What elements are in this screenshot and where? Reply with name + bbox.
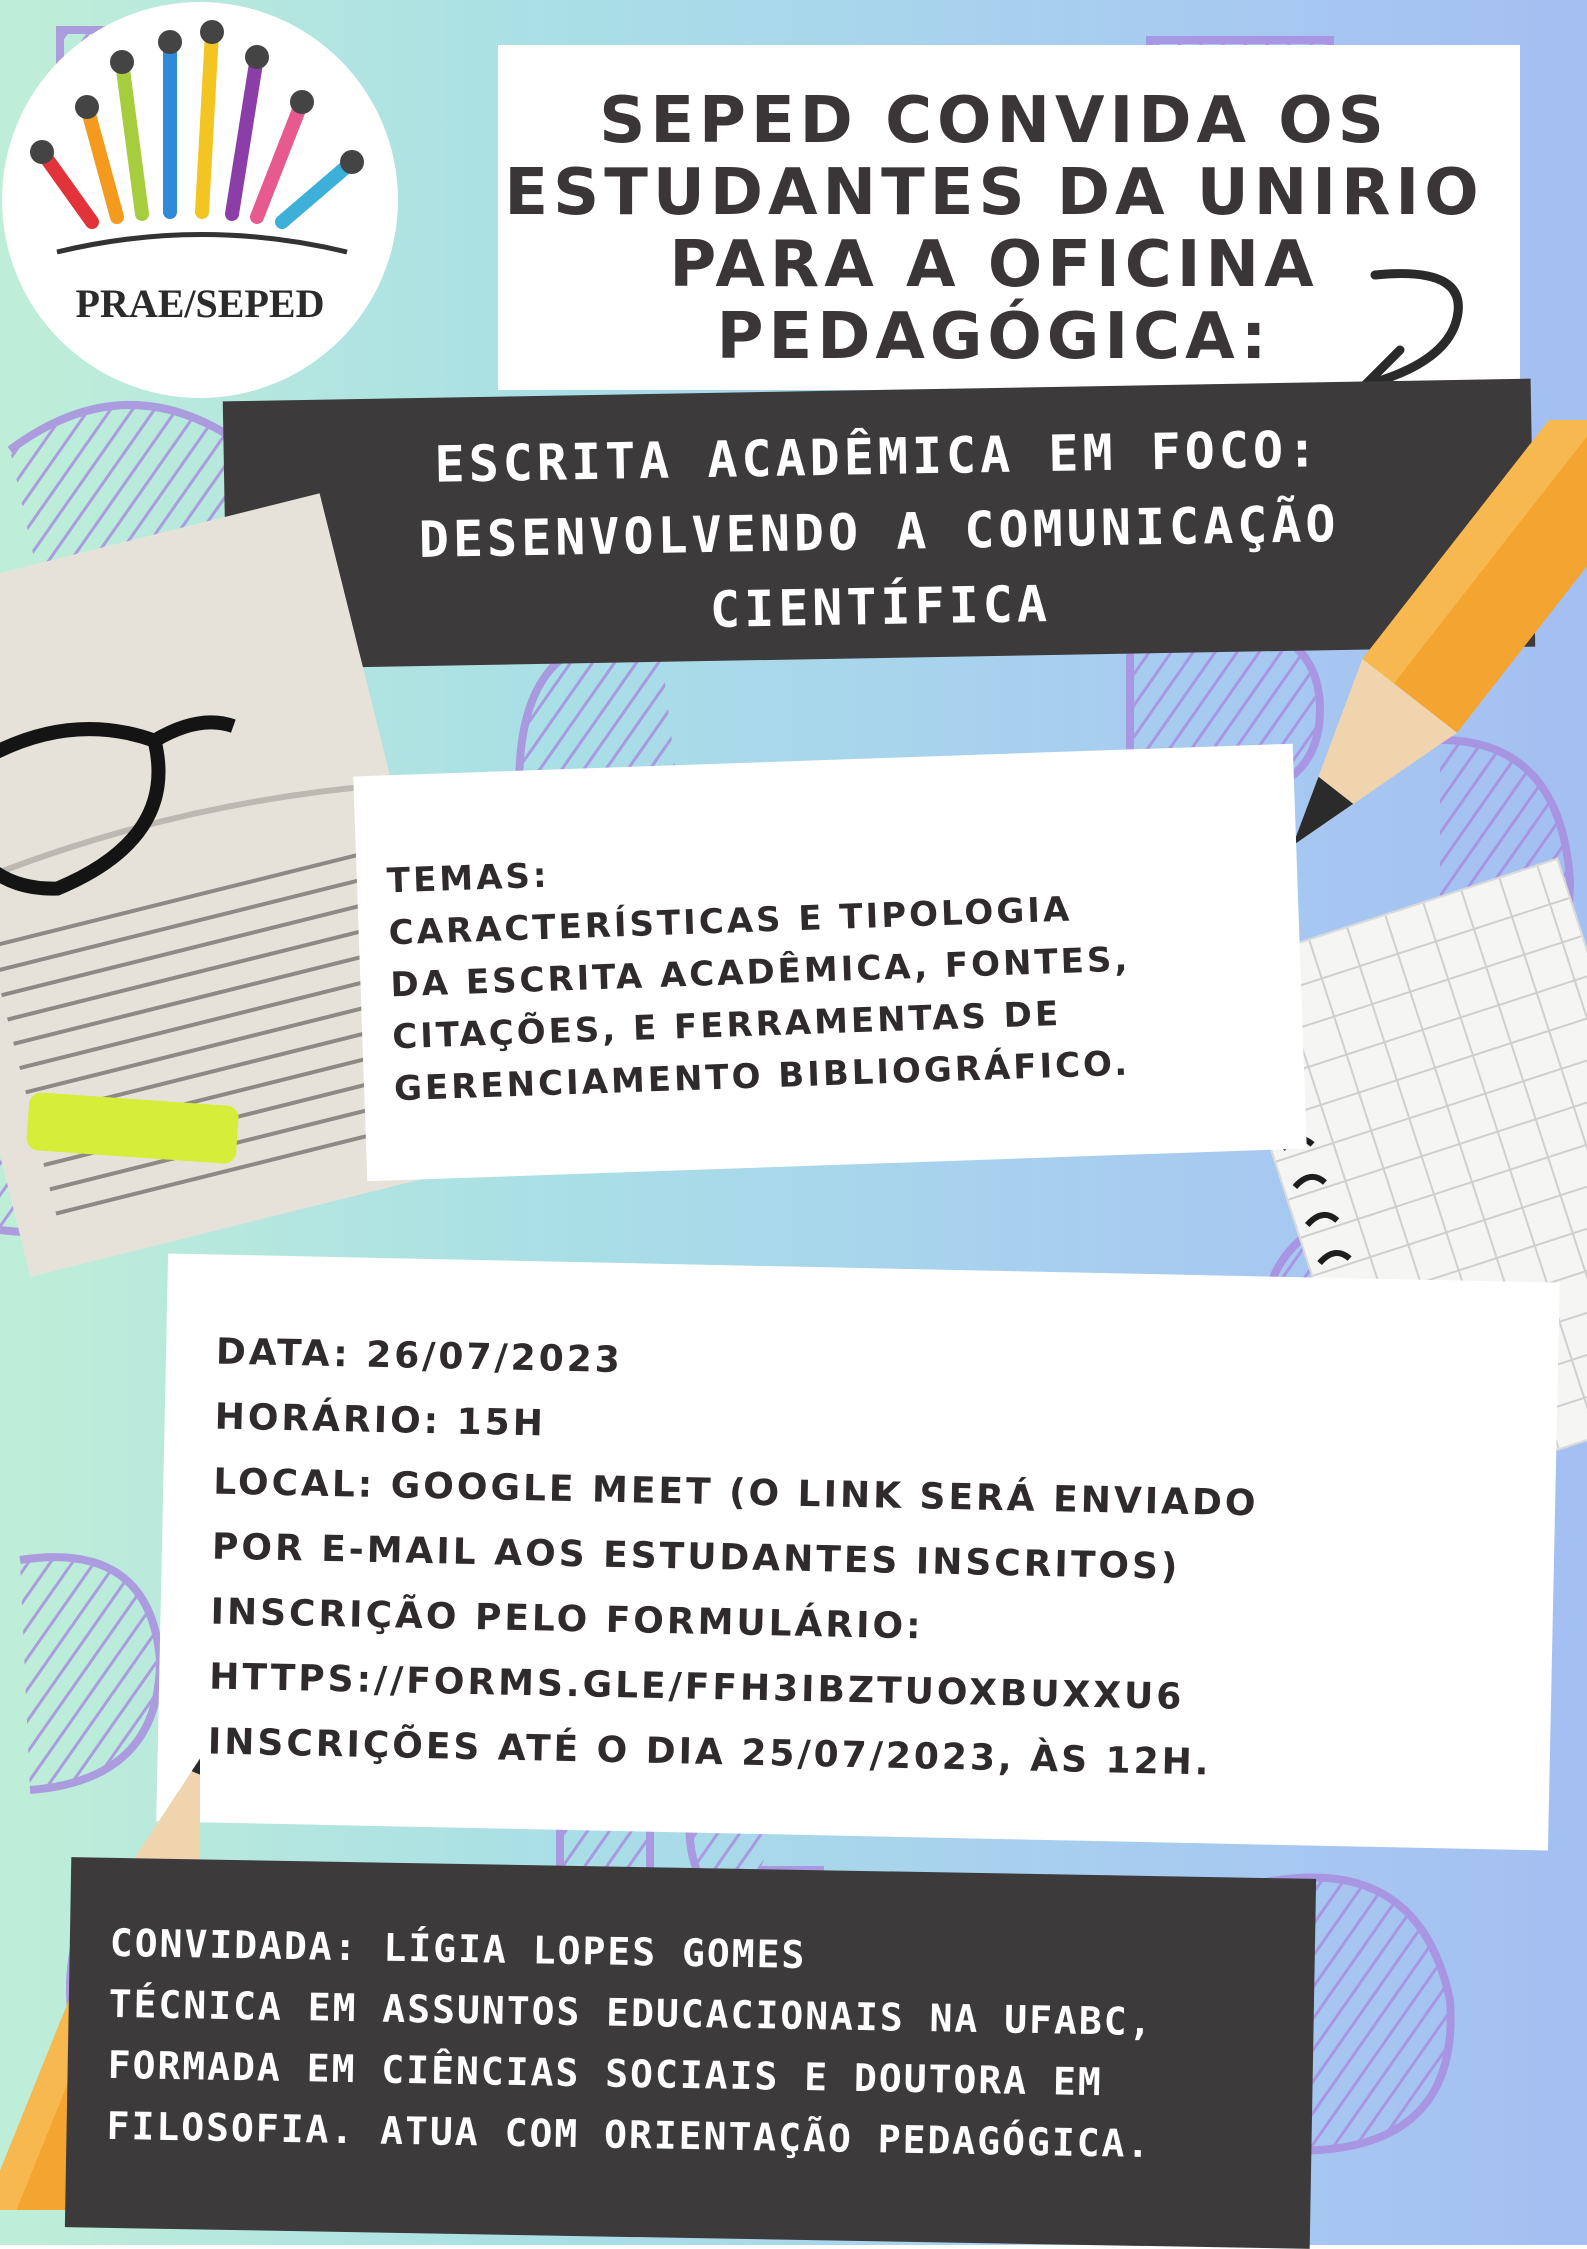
registration-label: INSCRIÇÃO PELO FORMULÁRIO:: [210, 1591, 924, 1648]
event-date: DATA: 26/07/2023: [215, 1331, 624, 1382]
topics-line: CITAÇÕES, E FERRAMENTAS DE: [391, 993, 1062, 1058]
workshop-title-line: ESCRITA ACADÊMICA EM FOCO:: [434, 420, 1322, 494]
title-line: ESTUDANTES DA UNIRIO: [504, 156, 1484, 230]
registration-deadline: INSCRIÇÕES ATÉ O DIA 25/07/2023, ÀS 12H.: [207, 1721, 1212, 1784]
event-time: HORÁRIO: 15H: [214, 1396, 547, 1445]
title-line: SEPED CONVIDA OS: [599, 84, 1389, 158]
event-location: LOCAL: GOOGLE MEET (O LINK SERÁ ENVIADO: [212, 1461, 1259, 1525]
registration-link[interactable]: HTTPS://FORMS.GLE/FFH3IBZTUOXBUXXU6: [208, 1656, 1185, 1718]
guest-bio-line: FILOSOFIA. ATUA COM ORIENTAÇÃO PEDAGÓGICA.: [106, 2103, 1152, 2167]
topics-line: CARACTERÍSTICAS E TIPOLOGIA: [388, 889, 1073, 954]
workshop-title-line: DESENVOLVENDO A COMUNICAÇÃO: [418, 494, 1340, 570]
topics-heading: TEMAS:: [386, 855, 551, 902]
title-line: PARA A OFICINA: [669, 228, 1319, 302]
topics-line: GERENCIAMENTO BIBLIOGRÁFICO.: [393, 1043, 1131, 1110]
guest-box: [65, 1857, 1316, 2249]
guest-bio-line: FORMADA EM CIÊNCIAS SOCIAIS E DOUTORA EM: [107, 2042, 1104, 2105]
hands-icon: [2, 2, 398, 262]
topics-card: [353, 744, 1307, 1182]
title-line: PEDAGÓGICA:: [716, 300, 1272, 374]
guest-name: CONVIDADA: LÍGIA LOPES GOMES: [109, 1920, 807, 1978]
logo-label: PRAE/SEPED: [75, 281, 325, 326]
event-location-note: POR E-MAIL AOS ESTUDANTES INSCRITOS): [211, 1526, 1181, 1588]
workshop-title-line: CIENTÍFICA: [709, 575, 1052, 639]
logo: [2, 2, 398, 398]
pencil-icon: [1257, 420, 1587, 940]
guest-bio-line: TÉCNICA EM ASSUNTOS EDUCACIONAIS NA UFABC,: [108, 1981, 1154, 2045]
details-card: [156, 1253, 1560, 1850]
topics-line: DA ESCRITA ACADÊMICA, FONTES,: [389, 939, 1131, 1006]
